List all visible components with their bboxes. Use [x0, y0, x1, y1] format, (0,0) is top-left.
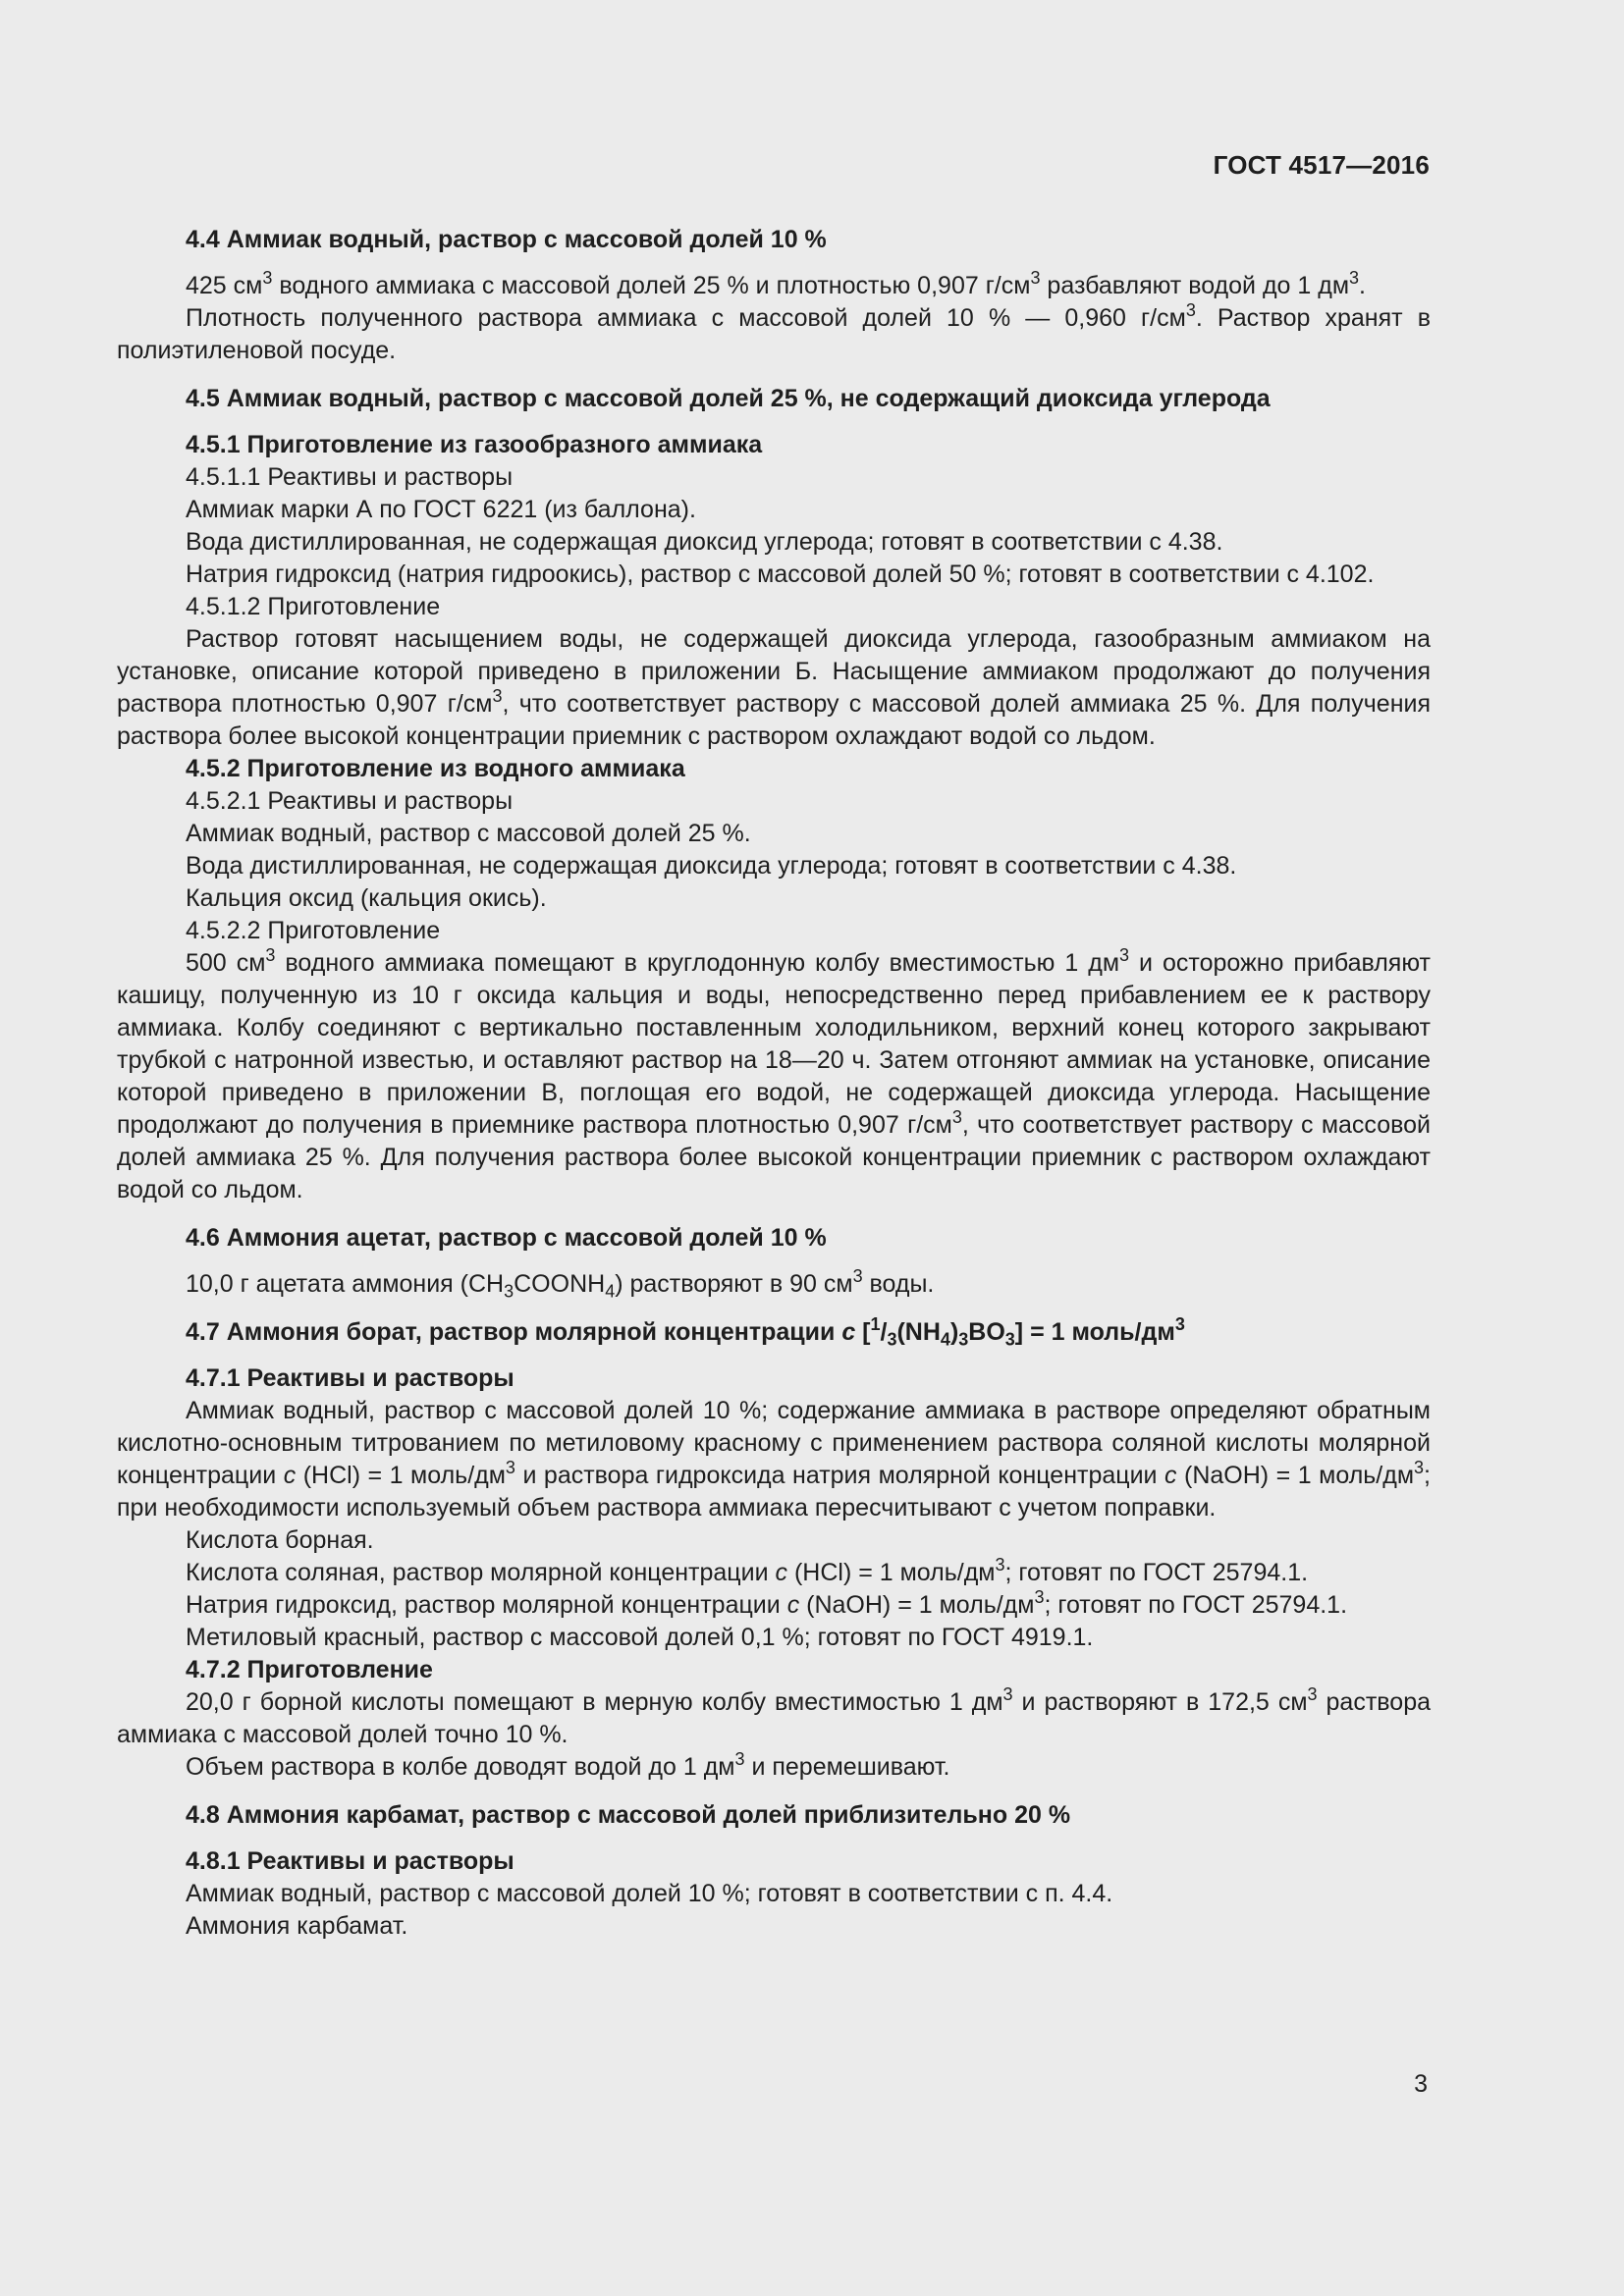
subsection-heading-4-7-1: 4.7.1 Реактивы и растворы [186, 1364, 514, 1392]
paragraph: Объем раствора в колбе доводят водой до 1 $дм^3$ и перемешивают. [186, 1749, 950, 1781]
subsection-heading-4-5-2: 4.5.2 Приготовление из водного аммиака [186, 755, 685, 782]
subsection-heading-4-5-1: 4.5.1 Приготовление из газообразного аммиака [186, 431, 763, 458]
reagent-item: Аммиак водный, раствор с массовой долей 10 %; содержание аммиака в растворе определяют обратным кислотно-основным титрованием по метиловому красному с применением раствора соляной кислоты молярной концентрации c (HCl) = 1 моль/$дм^3$ и раствора гидроксида натрия молярной концентрации c (NaOH) = 1 моль/$дм^3$; при необходимости используемый объем раствора аммиака пересчитывают с учетом поправки. [117, 1397, 1431, 1522]
paragraph: Плотность полученного раствора аммиака с массовой долей 10 % — 0,960 $г/см^3$. Раствор хранят в полиэтиленовой посуде. [117, 300, 1431, 364]
section-heading-4-6: 4.6 Аммония ацетат, раствор с массовой долей 10 % [186, 1224, 827, 1252]
section-heading-4-4: 4.4 Аммиак водный, раствор с массовой долей 10 % [186, 226, 827, 253]
reagent-item: Аммония карбамат. [186, 1912, 408, 1940]
clause-title: 4.5.1.2 Приготовление [186, 593, 441, 620]
reagent-item: Аммиак марки А по ГОСТ 6221 (из баллона). [186, 496, 696, 523]
reagent-item: Кислота борная. [186, 1526, 374, 1554]
reagent-item: Метиловый красный, раствор с массовой долей 0,1 %; готовят по ГОСТ 4919.1. [186, 1624, 1094, 1651]
document-code-header: ГОСТ 4517—2016 [1213, 150, 1430, 180]
reagent-item: Вода дистиллированная, не содержащая диоксида углерода; готовят в соответствии с 4.38. [186, 852, 1237, 880]
paragraph: Раствор готовят насыщением воды, не содержащей диоксида углерода, газообразным аммиаком на установке, описание которой приведено в приложении Б. Насыщение аммиаком продолжают до получения раствора плотностью 0,907 $г/см^3$, что соответствует раствору с массовой долей аммиака 25 %. Для получения раствора более высокой концентрации приемник с раствором охлаждают водой со льдом. [117, 625, 1432, 750]
section-heading-4-8: 4.8 Аммония карбамат, раствор с массовой долей приблизительно 20 % [186, 1801, 1071, 1829]
section-heading-4-5: 4.5 Аммиак водный, раствор с массовой долей 25 %, не содержащий диоксида углерода [186, 385, 1271, 412]
reagent-item: Вода дистиллированная, не содержащая диоксид углерода; готовят в соответствии с 4.38. [186, 528, 1223, 556]
subsection-heading-4-8-1: 4.8.1 Реактивы и растворы [186, 1847, 514, 1875]
reagent-item: Аммиак водный, раствор с массовой долей 25 %. [186, 820, 751, 847]
reagent-item: Кислота соляная, раствор молярной концентрации c (HCl) = 1 моль/$дм^3$; готовят по ГОСТ 25794.1. [186, 1555, 1309, 1586]
reagent-item: Кальция оксид (кальция окись). [186, 884, 547, 912]
reagent-item: Аммиак водный, раствор с массовой долей 10 %; готовят в соответствии с п. 4.4. [186, 1880, 1113, 1907]
section-heading-4-7: 4.7 Аммония борат, раствор молярной концентрации c $[^1/_3(NH_4)_3BO_3] = 1$ моль/$дм^3$ [186, 1314, 1185, 1350]
document-body [117, 224, 1431, 1943]
reagent-item: Натрия гидроксид (натрия гидроокись), раствор с массовой долей 50 %; готовят в соответствии с 4.102. [186, 561, 1375, 588]
reagent-item: Натрия гидроксид, раствор молярной концентрации c (NaOH) = 1 моль/$дм^3$; готовят по ГОСТ 25794.1. [186, 1587, 1348, 1619]
paragraph: 10,0 г ацетата аммония $(CH_3COONH_4)$ растворяют в 90 $см^3$ воды. [186, 1266, 935, 1302]
subsection-heading-4-7-2: 4.7.2 Приготовление [186, 1656, 433, 1683]
clause-title: 4.5.2.2 Приготовление [186, 917, 441, 944]
paragraph: 20,0 г борной кислоты помещают в мерную колбу вместимостью 1 $дм^3$ и растворяют в 172,5 $см^3$ раствора аммиака с массовой долей точно 10 %. [117, 1684, 1431, 1748]
clause-title: 4.5.2.1 Реактивы и растворы [186, 787, 514, 815]
clause-title: 4.5.1.1 Реактивы и растворы [186, 463, 514, 491]
page-number: 3 [1414, 2070, 1428, 2098]
paragraph: 500 $см^3$ водного аммиака помещают в круглодонную колбу вместимостью 1 $дм^3$ и осторожно прибавляют кашицу, полученную из 10 г оксида кальция и воды, непосредственно перед прибавлением ее к раствору аммиака. Колбу соединяют с вертикально поставленным холодильником, верхний конец которого закрывают трубкой с натронной известью, и оставляют раствор на 18—20 ч. Затем отгоняют аммиак на установке, описание которой приведено в приложении В, поглощая его водой, не содержащей диоксида углерода. Насыщение продолжают до получения в приемнике раствора плотностью 0,907 $г/см^3$, что соответствует раствору с массовой долей аммиака 25 %. Для получения раствора более высокой концентрации приемник с раствором охлаждают водой со льдом. [117, 945, 1431, 1203]
paragraph: 425 $см^3$ водного аммиака с массовой долей 25 % и плотностью 0,907 $г/см^3$ разбавляют водой до 1 $дм^3$. [186, 268, 1366, 299]
